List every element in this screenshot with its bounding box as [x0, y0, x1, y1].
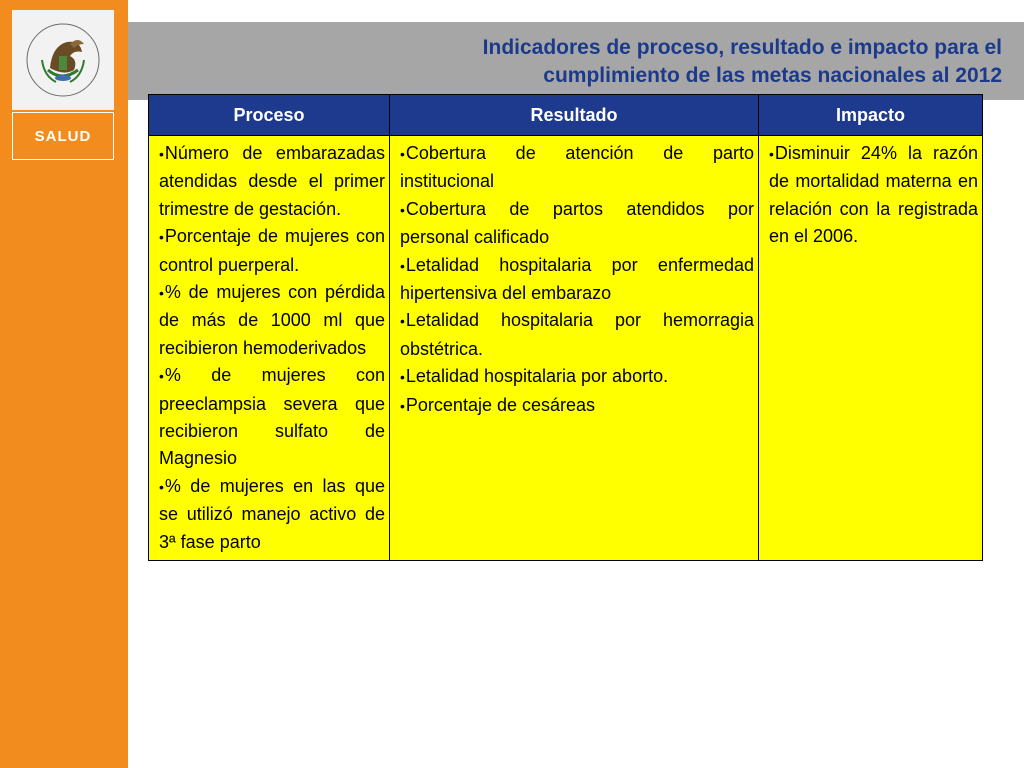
list-item: • Número de embarazadas atendidas desde el primer trimestre de gestación. — [159, 140, 385, 223]
list-item: • Disminuir 24% la razón de mortalidad materna en relación con la registrada en el 2006. — [769, 140, 978, 251]
list-item: • Letalidad hospitalaria por hemorragia obstétrica. — [400, 307, 754, 363]
list-item: • Cobertura de atención de parto institucional — [400, 140, 754, 196]
salud-badge — [12, 112, 114, 160]
list-item: • Porcentaje de mujeres con control puerperal. — [159, 223, 385, 279]
table-header-row — [149, 95, 983, 136]
salud-label: SALUD — [34, 127, 92, 145]
cell-resultado — [390, 136, 759, 561]
header-proceso: Proceso — [149, 95, 390, 136]
logo-box — [12, 10, 114, 110]
mexico-seal-icon — [12, 10, 114, 110]
header-resultado: Resultado — [390, 95, 759, 136]
table-row — [149, 136, 983, 561]
page-title — [302, 34, 1002, 90]
list-item: • Cobertura de partos atendidos por personal calificado — [400, 196, 754, 252]
title-line-1: Indicadores de proceso, resultado e impacto para el — [482, 36, 1002, 59]
list-item: • % de mujeres con pérdida de más de 1000 ml que recibieron hemoderivados — [159, 279, 385, 362]
header-impacto: Impacto — [759, 95, 983, 136]
title-line-2: cumplimiento de las metas nacionales al 2012 — [543, 64, 1002, 87]
indicators-table — [148, 94, 983, 561]
list-item: • Porcentaje de cesáreas — [400, 392, 754, 420]
list-item: • Letalidad hospitalaria por enfermedad hipertensiva del embarazo — [400, 252, 754, 308]
list-item: • Letalidad hospitalaria por aborto. — [400, 363, 754, 391]
cell-proceso — [149, 136, 390, 561]
list-item: • % de mujeres con preeclampsia severa que recibieron sulfato de Magnesio — [159, 362, 385, 473]
list-item: • % de mujeres en las que se utilizó manejo activo de 3ª fase parto — [159, 473, 385, 556]
cell-impacto — [759, 136, 983, 561]
